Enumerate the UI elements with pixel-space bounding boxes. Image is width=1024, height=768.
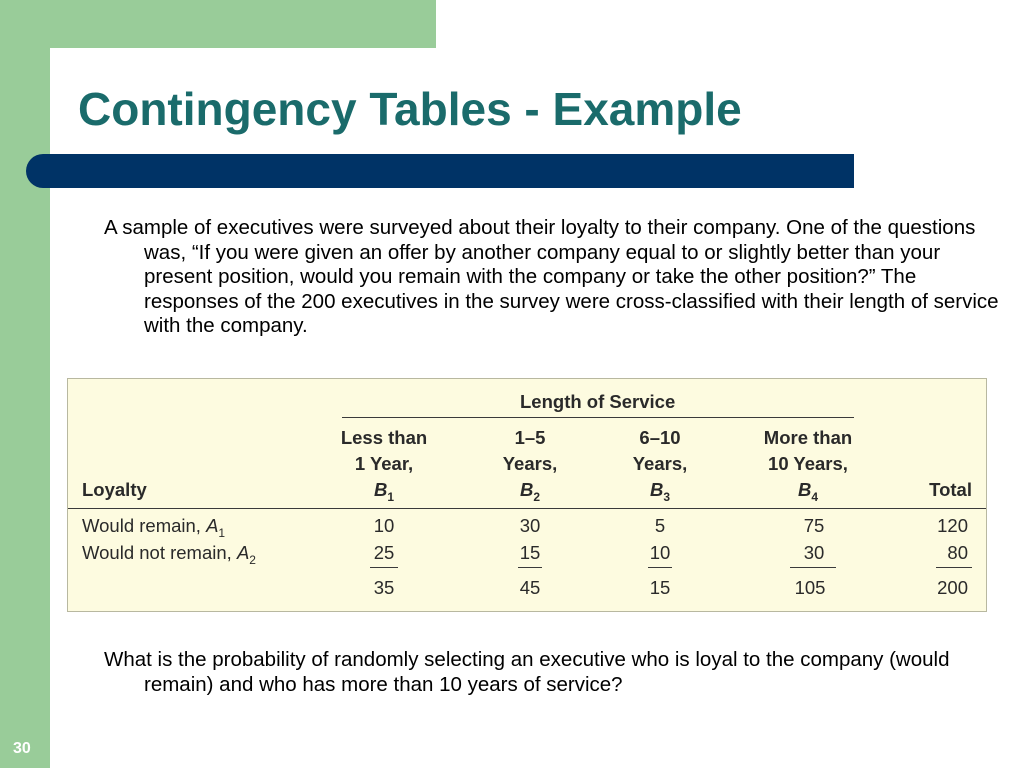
col-header-4-line1: More than xyxy=(763,427,853,448)
cell-r1-c3: 5 xyxy=(654,515,666,536)
sum-rule-c1 xyxy=(370,567,398,568)
cell-r2-c1: 25 xyxy=(373,542,395,563)
total-c3: 15 xyxy=(649,577,671,598)
cell-r2-c4: 30 xyxy=(803,542,825,563)
col-header-2-line1: 1–5 xyxy=(514,427,546,448)
cell-r2-c2: 15 xyxy=(519,542,541,563)
col-header-4-symbol: $B_4$ xyxy=(797,479,819,504)
col-header-1-line1: Less than xyxy=(340,427,428,448)
col-header-2-symbol: $B_2$ xyxy=(519,479,541,504)
group-header-rule xyxy=(342,417,854,418)
page-number: 30 xyxy=(13,740,31,757)
cell-r1-c2: 30 xyxy=(519,515,541,536)
col-header-4-line2: 10 Years, xyxy=(768,453,848,474)
col-header-3-symbol: $B_3$ xyxy=(649,479,671,504)
sum-rule-c3 xyxy=(648,567,672,568)
total-c1: 35 xyxy=(373,577,395,598)
col-header-2-line2: Years, xyxy=(502,453,558,474)
cell-r1-c1: 10 xyxy=(373,515,395,536)
question-paragraph: What is the probability of randomly selecting an executive who is loyal to the company (would remain) and who has more than 10 years of service? xyxy=(104,648,950,696)
sum-rule-total xyxy=(936,567,972,568)
group-header: Length of Service xyxy=(520,391,676,412)
col-header-3-line2: Years, xyxy=(632,453,688,474)
total-c4: 105 xyxy=(794,577,826,598)
row-label-would-remain: Would remain, $A_1$ xyxy=(82,515,226,540)
title-underline-bar xyxy=(26,154,854,188)
slide-title: Contingency Tables - Example xyxy=(78,83,742,135)
cell-r2-total: 80 xyxy=(947,542,968,563)
cell-r1-c4: 75 xyxy=(803,515,825,536)
sum-rule-c2 xyxy=(518,567,542,568)
total-c2: 45 xyxy=(519,577,541,598)
contingency-table xyxy=(67,378,987,612)
header-rule xyxy=(68,508,986,509)
col-header-1-line2: 1 Year, xyxy=(354,453,414,474)
col-header-1-symbol: $B_1$ xyxy=(373,479,395,504)
sum-rule-c4 xyxy=(790,567,836,568)
grand-total: 200 xyxy=(937,577,968,598)
cell-r2-c3: 10 xyxy=(649,542,671,563)
intro-paragraph: A sample of executives were surveyed about their loyalty to their company. One of the questions was, “If you were given an offer by another company equal to or slightly better than your present position, would you remain with the company or take the other position?” The responses of the 200 executives in the survey were cross-classified with their length of service with the company. xyxy=(104,216,999,338)
row-header-loyalty: Loyalty xyxy=(82,479,147,500)
cell-r1-total: 120 xyxy=(937,515,968,536)
row-label-would-not-remain: Would not remain, $A_2$ xyxy=(82,542,256,567)
col-header-3-line1: 6–10 xyxy=(639,427,681,448)
decor-green-left xyxy=(0,0,50,768)
col-header-total: Total xyxy=(929,479,972,500)
decor-green-top xyxy=(0,0,436,48)
